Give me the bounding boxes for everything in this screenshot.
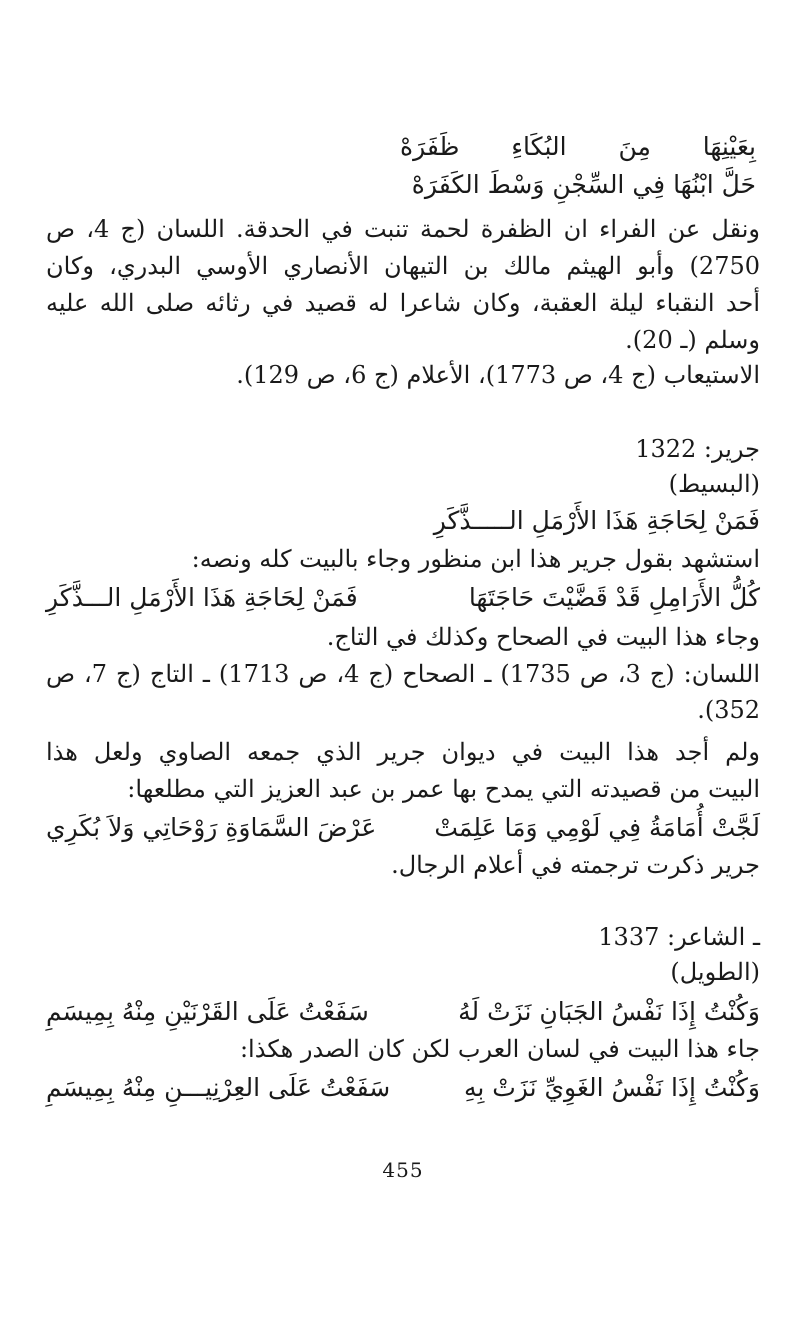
top-verse-word: البُكَاءِ — [511, 132, 567, 161]
note-line: البيت من قصيدته التي يمدح بها عمر بن عبد العزيز التي مطلعها: — [127, 775, 760, 803]
verse-first-hemistich: كُلُّ الأَرَامِلِ قَدْ قَضَّيْتَ حَاجَتَهَا — [468, 583, 760, 612]
page-number: 455 — [382, 1158, 424, 1182]
entry-heading: ـ الشاعر: 1337 — [598, 923, 760, 951]
note-line: 352). — [697, 696, 760, 724]
note-line: وجاء هذا البيت في الصحاح وكذلك في التاج. — [326, 623, 760, 651]
top-verse-word: مِنَ — [618, 132, 651, 161]
verse-second-hemistich: فَمَنْ لِحَاجَةِ هَذَا الأَرْمَلِ الـــذَّكَرِ — [46, 583, 358, 612]
note-line: اللسان: (ج 3، ص 1735) ـ الصحاح (ج 4، ص 1713) ـ التاج (ج 7، ص — [46, 660, 761, 688]
note-line: أحد النقباء ليلة العقبة، وكان شاعرا له قصيد في رثائه صلى الله عليه — [46, 289, 760, 317]
note-line: ولم أجد هذا البيت في ديوان جرير الذي جمعه الصاوي ولعل هذا — [46, 738, 760, 766]
top-verse-word: ظَفَرَهْ — [400, 132, 460, 161]
verse-second-hemistich: سَفَعْتُ عَلَى العِرْنِيـــنِ مِنْهُ بِمِيسَمِ — [46, 1073, 391, 1102]
top-verse-line-2: حَلَّ ابْنُهَا فِي السِّجْنِ وَسْطَ الكَفَرَهْ — [411, 170, 756, 199]
intro-line: جاء هذا البيت في لسان العرب لكن كان الصدر هكذا: — [239, 1035, 760, 1063]
sources-line: الاستيعاب (ج 4، ص 1773)، الأعلام (ج 6، ص 129). — [236, 361, 760, 389]
top-verse-word: بِعَيْنِهَا — [702, 132, 756, 161]
top-verse-line-1 — [400, 130, 756, 164]
verse-first-hemistich: وَكُنْتُ إِذَا نَفْسُ الغَوِيِّ نَزَتْ بِهِ — [463, 1073, 760, 1102]
meter-label: (الطويل) — [670, 958, 760, 986]
quoted-hemistich: فَمَنْ لِحَاجَةِ هَذَا الأَرْمَلِ الـــــذَّكَرِ — [433, 506, 760, 535]
entry-heading: جرير: 1322 — [635, 435, 760, 463]
intro-line: استشهد بقول جرير هذا ابن منظور وجاء بالبيت كله ونصه: — [191, 545, 760, 573]
meter-label: (البسيط) — [668, 470, 760, 498]
verse-second-hemistich: عَرْضَ السَّمَاوَةِ رَوْحَاتِي وَلاَ بُكَرِي — [46, 813, 377, 842]
verse — [46, 808, 760, 848]
closing-line: جرير ذكرت ترجمته في أعلام الرجال. — [391, 851, 760, 879]
verse — [46, 578, 760, 618]
note-line: ونقل عن الفراء ان الظفرة لحمة تنبت في الحدقة. اللسان (ج 4، ص — [46, 215, 761, 243]
verse-first-hemistich: وَكُنْتُ إِذَا نَفْسُ الجَبَانِ نَزَتْ لَهُ — [458, 997, 760, 1026]
verse — [46, 992, 760, 1032]
note-line: وسلم (ـ 20). — [625, 326, 760, 354]
verse-first-hemistich: لَجَّتْ أُمَامَةُ فِي لَوْمِي وَمَا عَلِمَتْ — [434, 813, 760, 842]
verse-second-hemistich: سَفَعْتُ عَلَى القَرْنَيْنِ مِنْهُ بِمِيسَمِ — [46, 997, 369, 1026]
note-line: 2750) وأبو الهيثم مالك بن التيهان الأنصاري الأوسي البدري، وكان — [46, 252, 760, 280]
verse — [46, 1068, 760, 1108]
